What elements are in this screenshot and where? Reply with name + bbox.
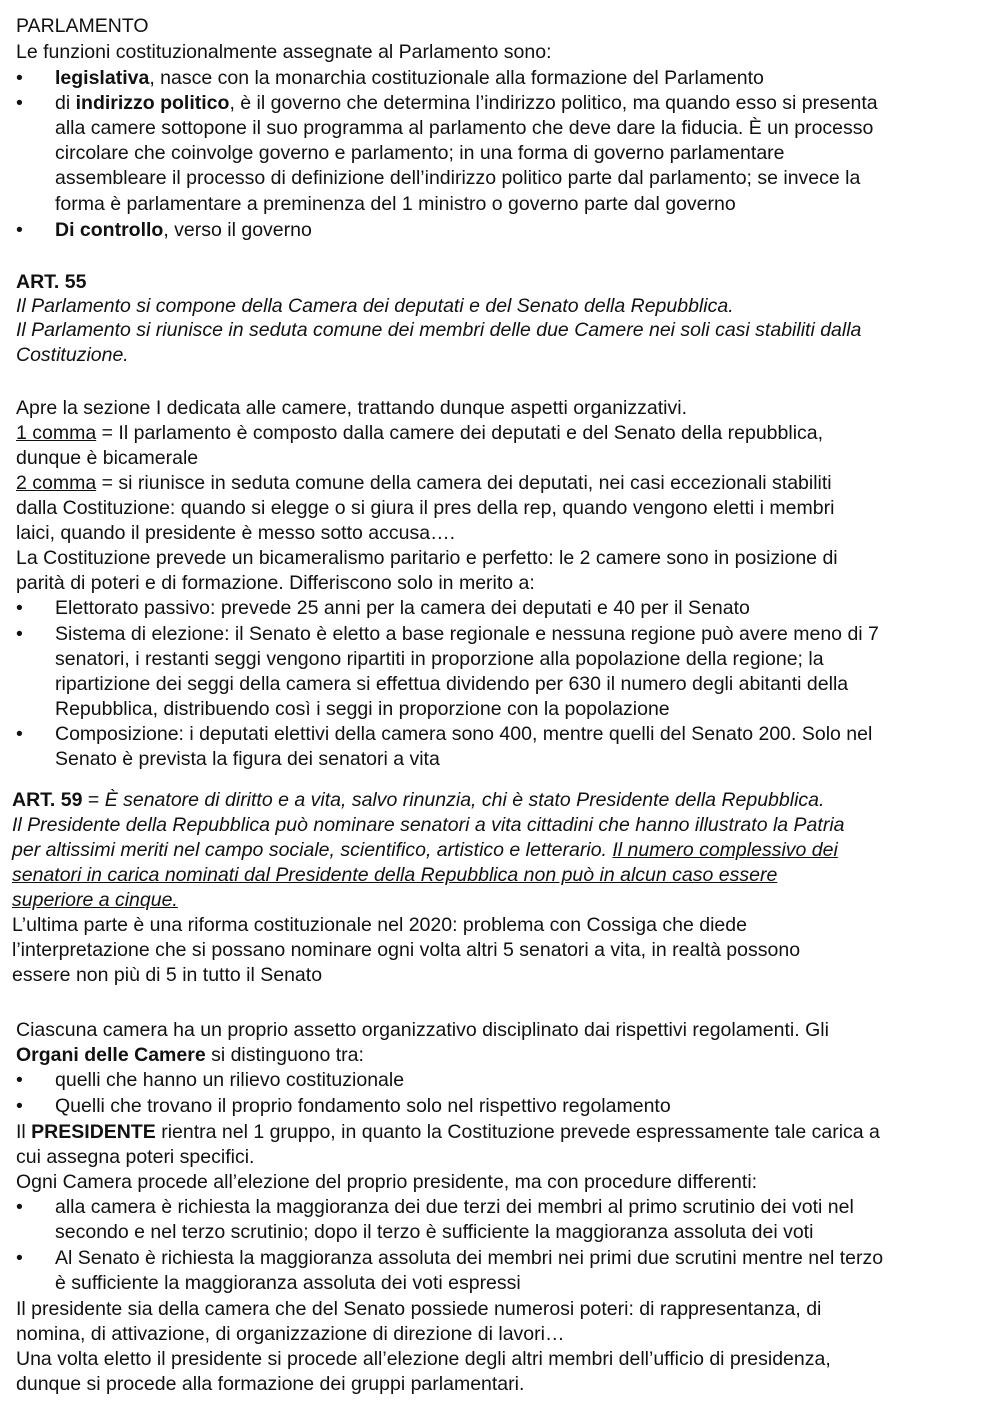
art55-text: Il Parlamento si compone della Camera dei deputati e del Senato della Repubblica.	[16, 295, 734, 317]
bullet-icon: •	[16, 1069, 23, 1091]
paragraph-line: Il presidente sia della camera che del Senato possiede numerosi poteri: di rappresentanza, di	[16, 1298, 822, 1320]
comma2-line: 2 comma = si riunisce in seduta comune della camera dei deputati, nei casi eccezionali stabiliti	[16, 472, 832, 494]
paragraph-line: L’ultima parte è una riforma costituzionale nel 2020: problema con Cossiga che diede	[12, 914, 747, 936]
list-item-text: senatori, i restanti seggi vengono ripartiti in proporzione alla popolazione della regione; la	[55, 648, 824, 670]
paragraph-line: l’interpretazione che si possano nominare ogni volta altri 5 senatori a vita, in realtà possono	[12, 939, 801, 961]
list-item-text: è sufficiente la maggioranza assoluta dei voti espressi	[55, 1272, 521, 1294]
comma1-line: 1 comma = Il parlamento è composto dalla camere dei deputati e del Senato della repubblica,	[16, 422, 824, 444]
list-item-text: assembleare il processo di definizione dell’indirizzo politico parte dal parlamento; se invece la	[55, 167, 861, 189]
paragraph-line: Una volta eletto il presidente si procede all’elezione degli altri membri dell’ufficio di presidenza,	[16, 1348, 831, 1370]
page-title: PARLAMENTO	[16, 15, 149, 37]
art55-text: Costituzione.	[16, 344, 129, 366]
paragraph-line: dunque è bicamerale	[16, 447, 199, 469]
paragraph-line: La Costituzione prevede un bicameralismo paritario e perfetto: le 2 camere sono in posizione di	[16, 547, 838, 569]
art59-text: superiore a cinque.	[12, 889, 178, 911]
paragraph-line: essere non più di 5 in tutto il Senato	[12, 964, 323, 986]
bullet-icon: •	[16, 92, 23, 114]
bullet-icon: •	[16, 623, 23, 645]
intro-line: Le funzioni costituzionalmente assegnate al Parlamento sono:	[16, 41, 552, 63]
art59-heading: ART. 59 = È senatore di diritto e a vita, salvo rinunzia, chi è stato Presidente della Repubblica.	[12, 789, 825, 811]
paragraph-line: Organi delle Camere si distinguono tra:	[16, 1044, 364, 1066]
list-item-text: alla camere sottopone il suo programma al parlamento che deve dare la fiducia. È un processo	[55, 117, 874, 139]
paragraph-line: Il PRESIDENTE rientra nel 1 gruppo, in quanto la Costituzione prevede espressamente tale carica a	[16, 1121, 880, 1143]
bullet-icon: •	[16, 67, 23, 89]
list-item-text: ripartizione dei seggi della camera si effettua dividendo per 630 il numero degli abitanti della	[55, 673, 849, 695]
paragraph-line: Ogni Camera procede all’elezione del proprio presidente, ma con procedure differenti:	[16, 1171, 758, 1193]
list-item-text: circolare che coinvolge governo e parlamento; in una forma di governo parlamentare	[55, 142, 785, 164]
paragraph-line: Ciascuna camera ha un proprio assetto organizzativo disciplinato dai rispettivi regolamenti. Gli	[16, 1019, 829, 1041]
list-item-text: forma è parlamentare a preminenza del 1 ministro o governo parte dal governo	[55, 193, 736, 215]
paragraph-line: laici, quando il presidente è messo sotto accusa….	[16, 522, 455, 544]
art59-text: senatori in carica nominati dal Presidente della Repubblica non può in alcun caso essere	[12, 864, 778, 886]
bullet-icon: •	[16, 597, 23, 619]
bullet-icon: •	[16, 723, 23, 745]
paragraph-line: dunque si procede alla formazione dei gruppi parlamentari.	[16, 1373, 525, 1395]
paragraph-line: cui assegna poteri specifici.	[16, 1146, 255, 1168]
paragraph-line: nomina, di attivazione, di organizzazione di direzione di lavori…	[16, 1323, 565, 1345]
bullet-icon: •	[16, 1247, 23, 1269]
paragraph-line: Apre la sezione I dedicata alle camere, trattando dunque aspetti organizzativi.	[16, 397, 687, 419]
art55-heading: ART. 55	[16, 271, 87, 293]
paragraph-line: parità di poteri e di formazione. Differiscono solo in merito a:	[16, 572, 535, 594]
list-item-text: Repubblica, distribuendo così i seggi in proporzione con la popolazione	[55, 698, 670, 720]
list-item-text: secondo e nel terzo scrutinio; dopo il terzo è sufficiente la maggioranza assoluta dei voti	[55, 1221, 814, 1243]
paragraph-line: dalla Costituzione: quando si elegge o si giura il pres della rep, quando vengono eletti i membri	[16, 497, 835, 519]
art55-text: Il Parlamento si riunisce in seduta comune dei membri delle due Camere nei soli casi stabiliti dalla	[16, 319, 862, 341]
list-item-text: Senato è prevista la figura dei senatori a vita	[55, 748, 440, 770]
bullet-icon: •	[16, 1196, 23, 1218]
art59-text: per altissimi meriti nel campo sociale, scientifico, artistico e letterario. Il numero complessivo dei	[12, 839, 838, 861]
art59-text: Il Presidente della Repubblica può nominare senatori a vita cittadini che hanno illustrato la Patria	[12, 814, 845, 836]
bullet-icon: •	[16, 219, 23, 241]
bullet-icon: •	[16, 1095, 23, 1117]
